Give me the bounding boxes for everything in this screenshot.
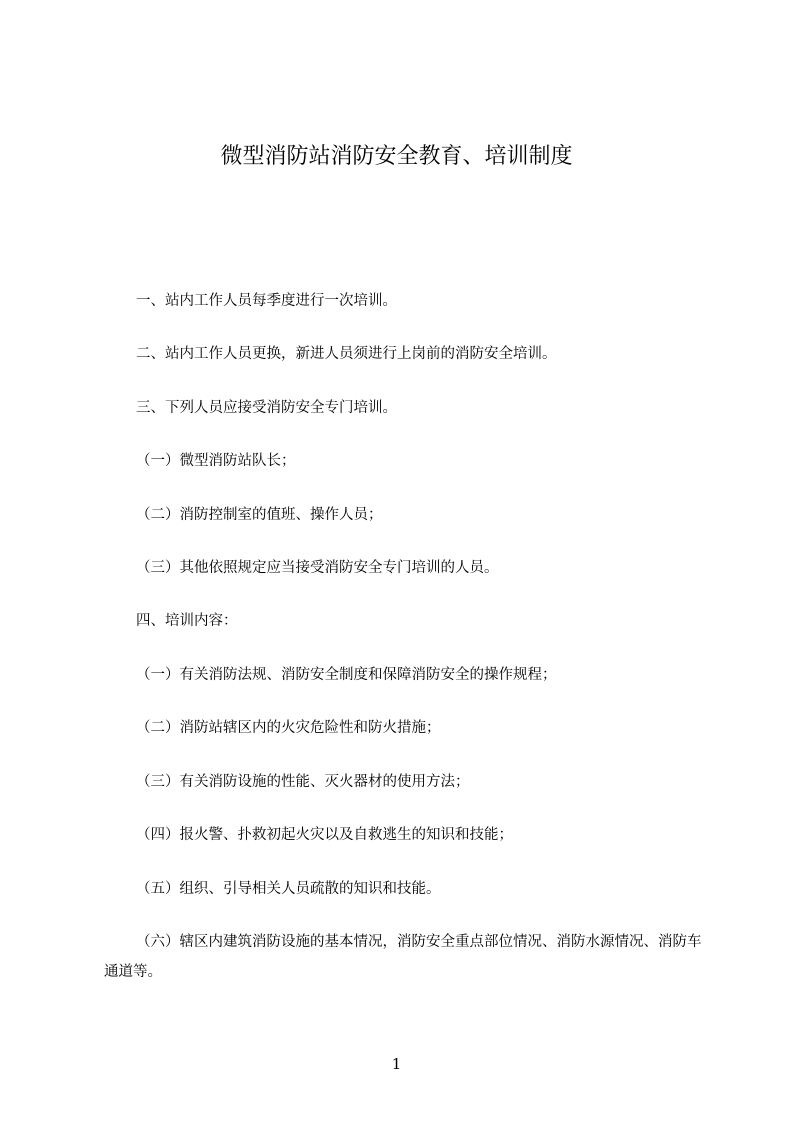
paragraph-13: （六）辖区内建筑消防设施的基本情况，消防安全重点部位情况、消防水源情况、消防车通道等。 [104, 934, 702, 980]
paragraph-10: （三）有关消防设施的性能、灭火器材的使用方法； [136, 774, 470, 790]
paragraph-3: 三、下列人员应接受消防安全专门培训。 [136, 400, 397, 416]
paragraph-11: （四）报火警、扑救初起火灾以及自救逃生的知识和技能； [136, 827, 513, 843]
paragraph-12: （五）组织、引导相关人员疏散的知识和技能。 [136, 881, 441, 897]
paragraph-5: （二）消防控制室的值班、操作人员； [136, 507, 383, 523]
paragraph-7: 四、培训内容： [136, 613, 238, 629]
paragraph-4: （一）微型消防站队长； [136, 453, 296, 469]
paragraph-1: 一、站内工作人员每季度进行一次培训。 [136, 293, 397, 309]
paragraph-8: （一）有关消防法规、消防安全制度和保障消防安全的操作规程； [136, 667, 557, 683]
paragraph-2: 二、站内工作人员更换，新进人员须进行上岗前的消防安全培训。 [136, 346, 557, 362]
document-title: 微型消防站消防安全教育、培训制度 [220, 144, 573, 169]
page-number: 1 [391, 1055, 402, 1073]
paragraph-6: （三）其他依照规定应当接受消防安全专门培训的人员。 [136, 560, 499, 576]
paragraph-9: （二）消防站辖区内的火灾危险性和防火措施； [136, 720, 441, 736]
